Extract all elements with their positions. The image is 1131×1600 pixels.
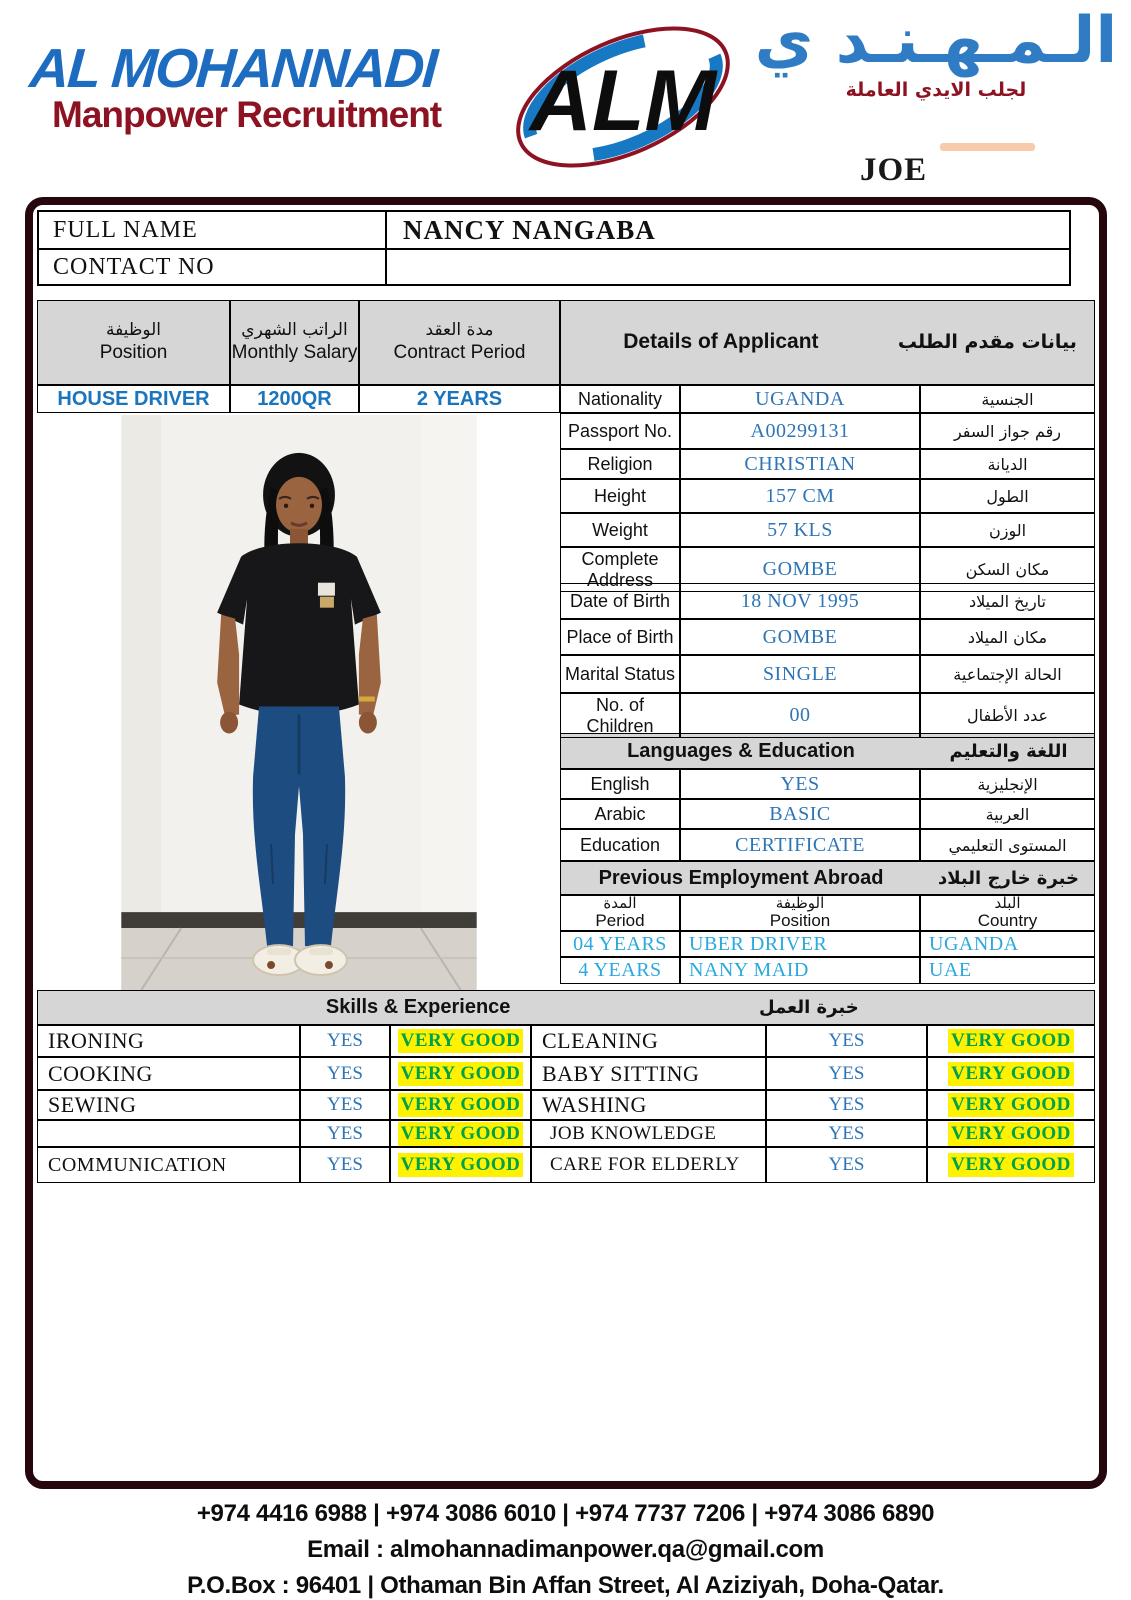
skills-section	[37, 990, 1095, 1183]
skill-label: COOKING	[37, 1057, 300, 1090]
full-name-label: FULL NAME	[39, 212, 387, 248]
rating-highlight: VERY GOOD	[948, 1062, 1074, 1086]
skill-yes: YES	[766, 1025, 927, 1057]
details-header-ar: بيانات مقدم الطلب	[897, 330, 1077, 353]
skill-rating	[390, 1147, 531, 1183]
rating-highlight: VERY GOOD	[398, 1029, 524, 1053]
erased-text-smudge	[940, 143, 1035, 151]
employment-period: 4 YEARS	[560, 957, 680, 984]
rating-highlight: VERY GOOD	[398, 1122, 524, 1146]
detail-label-ar: تاريخ الميلاد	[920, 583, 1095, 619]
employment-position: UBER DRIVER	[680, 931, 920, 957]
detail-label-ar: مكان السكن	[920, 547, 1095, 592]
skill-rating	[927, 1147, 1095, 1183]
language-label-ar: العربية	[920, 799, 1095, 829]
brand-block-arabic	[752, 4, 1120, 102]
skill-rating	[927, 1057, 1095, 1090]
applicant-photo	[121, 415, 477, 990]
skills-row	[37, 1057, 1095, 1090]
detail-value: 57 KLS	[680, 513, 920, 547]
detail-row-address	[560, 547, 1095, 590]
detail-label: Height	[560, 479, 680, 513]
employment-row	[560, 957, 1095, 984]
alm-logo-text: ALM	[529, 53, 717, 149]
detail-row-weight	[560, 513, 1095, 547]
rating-highlight: VERY GOOD	[948, 1029, 1074, 1053]
skills-header-en: Skills & Experience	[325, 996, 511, 1018]
detail-row-dob	[560, 583, 1095, 619]
skill-yes: YES	[300, 1057, 390, 1090]
skills-row	[37, 1025, 1095, 1057]
languages-header-ar: اللغة والتعليم	[949, 740, 1068, 762]
employment-col-period	[560, 895, 680, 931]
detail-value: CHRISTIAN	[680, 449, 920, 479]
detail-label: Passport No.	[560, 413, 680, 449]
detail-label: No. of Children	[560, 693, 680, 738]
skills-row	[37, 1147, 1095, 1183]
language-row-english	[560, 769, 1095, 799]
skill-yes: YES	[766, 1057, 927, 1090]
skill-rating	[927, 1090, 1095, 1120]
languages-header-en: Languages & Education	[627, 739, 855, 762]
language-value: YES	[680, 769, 920, 799]
detail-label: Place of Birth	[560, 619, 680, 655]
employment-header-ar: خبرة خارج البلاد	[938, 867, 1079, 889]
brand-name: AL MOHANNADI	[27, 37, 438, 99]
position-header	[37, 300, 230, 385]
education-label: Education	[560, 829, 680, 861]
offer-header-row	[37, 300, 560, 385]
detail-row-passport	[560, 413, 1095, 449]
salary-header-en: Monthly Salary	[231, 342, 358, 364]
brand-block-english	[27, 36, 500, 136]
skill-label: CLEANING	[531, 1025, 766, 1057]
education-value: CERTIFICATE	[680, 829, 920, 861]
skill-label: SEWING	[37, 1090, 300, 1120]
footer-contact-block	[0, 1500, 1131, 1600]
detail-label-ar: الحالة الإجتماعية	[920, 655, 1095, 693]
position-header-ar: الوظيفة	[105, 320, 162, 340]
language-value: BASIC	[680, 799, 920, 829]
detail-value: 00	[680, 693, 920, 738]
detail-label-ar: الجنسية	[920, 385, 1095, 413]
detail-row-children	[560, 693, 1095, 736]
skill-yes: YES	[766, 1147, 927, 1183]
brand-name-arabic: الـمـهـنـد ي	[754, 4, 1118, 78]
skill-label: IRONING	[37, 1025, 300, 1057]
detail-label: Marital Status	[560, 655, 680, 693]
offer-value-row	[37, 385, 560, 413]
skills-header	[37, 990, 1095, 1025]
detail-label-ar: الوزن	[920, 513, 1095, 547]
skill-label-empty	[37, 1120, 300, 1147]
period-ar: المدة	[603, 895, 637, 913]
position-header-en: Position	[99, 342, 168, 364]
detail-value: 18 NOV 1995	[680, 583, 920, 619]
skill-yes: YES	[300, 1090, 390, 1120]
skill-rating	[390, 1025, 531, 1057]
contact-value	[387, 250, 1069, 284]
contract-header	[359, 300, 560, 385]
detail-label-ar: الطول	[920, 479, 1095, 513]
document-frame	[25, 197, 1107, 1489]
skill-yes: YES	[300, 1025, 390, 1057]
detail-row-nationality	[560, 385, 1095, 413]
employment-period: 04 YEARS	[560, 931, 680, 957]
detail-label-ar: مكان الميلاد	[920, 619, 1095, 655]
country-ar: البلد	[994, 895, 1021, 913]
rating-highlight: VERY GOOD	[948, 1153, 1074, 1177]
employment-position: NANY MAID	[680, 957, 920, 984]
contract-value: 2 YEARS	[359, 385, 560, 413]
detail-label-ar: رقم جواز السفر	[920, 413, 1095, 449]
employment-country: UGANDA	[920, 931, 1095, 957]
language-label: Arabic	[560, 799, 680, 829]
contract-header-en: Contract Period	[393, 342, 526, 364]
alm-logo-graphic	[483, 2, 763, 192]
skill-label: WASHING	[531, 1090, 766, 1120]
detail-value: UGANDA	[680, 385, 920, 413]
skill-rating	[927, 1025, 1095, 1057]
employment-section-header	[560, 861, 1095, 895]
salary-header	[230, 300, 359, 385]
rating-highlight: VERY GOOD	[948, 1122, 1074, 1146]
languages-section-header	[560, 733, 1095, 769]
detail-label: Religion	[560, 449, 680, 479]
detail-label-ar: عدد الأطفال	[920, 693, 1095, 738]
employment-columns-row	[560, 895, 1095, 931]
alm-logo	[483, 2, 763, 192]
skill-yes: YES	[766, 1120, 927, 1147]
detail-row-pob	[560, 619, 1095, 655]
full-name-row	[39, 212, 1069, 248]
skills-header-ar: خبرة العمل	[759, 997, 859, 1018]
skill-label: JOB KNOWLEDGE	[531, 1120, 766, 1147]
country-en: Country	[977, 910, 1038, 930]
details-header	[560, 300, 1095, 385]
skill-rating	[390, 1057, 531, 1090]
detail-value: GOMBE	[680, 619, 920, 655]
details-column	[560, 300, 1095, 984]
skill-yes: YES	[766, 1090, 927, 1120]
contract-header-ar: مدة العقد	[425, 320, 494, 340]
identity-table	[37, 210, 1071, 286]
detail-value: A00299131	[680, 413, 920, 449]
skill-label: COMMUNICATION	[37, 1147, 300, 1183]
position-value: HOUSE DRIVER	[37, 385, 230, 413]
skill-label: BABY SITTING	[531, 1057, 766, 1090]
skill-rating	[390, 1120, 531, 1147]
footer-address: P.O.Box : 96401 | Othaman Bin Affan Street, Al Aziziyah, Doha-Qatar.	[187, 1572, 944, 1599]
rating-highlight: VERY GOOD	[398, 1062, 524, 1086]
language-label: English	[560, 769, 680, 799]
brand-tagline-arabic: لجلب الايدي العاملة	[845, 79, 1027, 102]
detail-value: SINGLE	[680, 655, 920, 693]
period-en: Period	[595, 910, 645, 930]
detail-label-ar: الديانة	[920, 449, 1095, 479]
detail-value: 157 CM	[680, 479, 920, 513]
applicant-photo-region	[37, 413, 560, 990]
position-en: Position	[769, 910, 831, 930]
contact-label: CONTACT NO	[39, 250, 387, 284]
brand-tagline: Manpower Recruitment	[52, 94, 442, 135]
rating-highlight: VERY GOOD	[398, 1093, 524, 1117]
detail-label: Complete Address	[560, 547, 680, 592]
main-table	[37, 300, 1095, 990]
detail-row-marital	[560, 655, 1095, 693]
footer-email: Email : almohannadimanpower.qa@gmail.com	[307, 1536, 824, 1563]
full-name-value: NANCY NANGABA	[403, 214, 656, 245]
education-label-ar: المستوى التعليمي	[920, 829, 1095, 861]
employment-col-position	[680, 895, 920, 931]
position-ar: الوظيفة	[775, 895, 825, 913]
skill-rating	[390, 1090, 531, 1120]
salary-header-ar: الراتب الشهري	[241, 320, 348, 340]
detail-row-height	[560, 479, 1095, 513]
skills-row	[37, 1090, 1095, 1120]
employment-col-country	[920, 895, 1095, 931]
employment-row	[560, 931, 1095, 957]
skill-yes: YES	[300, 1147, 390, 1183]
footer-phones: +974 4416 6988 | +974 3086 6010 | +974 7737 7206 | +974 3086 6890	[196, 1500, 935, 1527]
skills-row	[37, 1120, 1095, 1147]
letterhead	[0, 0, 1131, 197]
agent-name: JOE	[860, 152, 928, 188]
employment-header-en: Previous Employment Abroad	[598, 866, 884, 889]
employment-country: UAE	[920, 957, 1095, 984]
detail-row-religion	[560, 449, 1095, 479]
detail-label: Date of Birth	[560, 583, 680, 619]
offer-and-photo-column	[37, 300, 560, 990]
language-label-ar: الإنجليزية	[920, 769, 1095, 799]
detail-value: GOMBE	[680, 547, 920, 592]
skill-label: CARE FOR ELDERLY	[531, 1147, 766, 1183]
language-row-arabic	[560, 799, 1095, 829]
detail-label: Nationality	[560, 385, 680, 413]
skill-yes: YES	[300, 1120, 390, 1147]
education-row	[560, 829, 1095, 861]
details-header-en: Details of Applicant	[623, 330, 819, 354]
rating-highlight: VERY GOOD	[948, 1093, 1074, 1117]
contact-row	[39, 248, 1069, 284]
rating-highlight: VERY GOOD	[398, 1153, 524, 1177]
skill-rating	[927, 1120, 1095, 1147]
salary-value: 1200QR	[230, 385, 359, 413]
detail-label: Weight	[560, 513, 680, 547]
